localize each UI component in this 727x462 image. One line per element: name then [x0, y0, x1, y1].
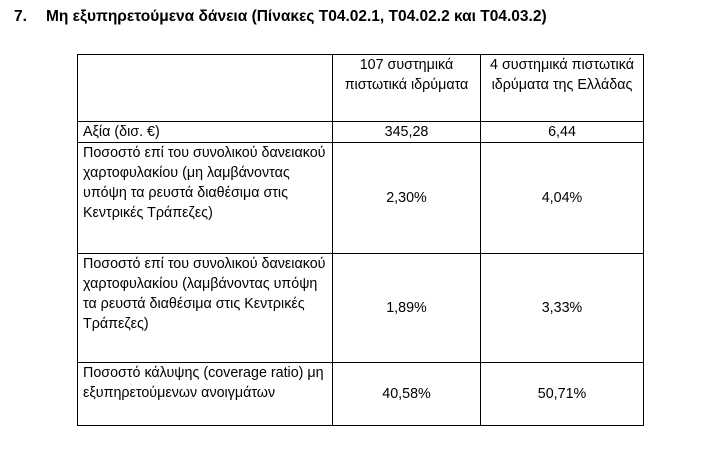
- npl-table: [77, 54, 644, 426]
- value-107: 2,30%: [333, 143, 481, 254]
- value-107: 345,28: [333, 122, 481, 143]
- table-row: [78, 254, 644, 363]
- table-row: [78, 122, 644, 143]
- value-107: 1,89%: [333, 254, 481, 363]
- section-heading: [14, 8, 547, 26]
- header-4-greek-institutions: 4 συστημικά πιστωτικά ιδρύματα της Ελλάδας: [481, 55, 644, 122]
- value-4: 6,44: [481, 122, 644, 143]
- value-107: 40,58%: [333, 363, 481, 426]
- header-107-institutions: 107 συστημικά πιστωτικά ιδρύματα: [333, 55, 481, 122]
- value-4: 50,71%: [481, 363, 644, 426]
- section-number: 7.: [14, 8, 27, 25]
- row-label: Ποσοστό επί του συνολικού δανειακού χαρτοφυλακίου (μη λαμβάνοντας υπόψη τα ρευστά διαθέσιμα στις Κεντρικές Τράπεζες): [78, 143, 333, 254]
- value-4: 4,04%: [481, 143, 644, 254]
- table-header-row: [78, 55, 644, 122]
- header-empty-cell: [78, 55, 333, 122]
- table-row: [78, 363, 644, 426]
- value-4: 3,33%: [481, 254, 644, 363]
- row-label: Ποσοστό κάλυψης (coverage ratio) μη εξυπηρετούμενων ανοιγμάτων: [78, 363, 333, 426]
- row-label: Αξία (δισ. €): [78, 122, 333, 143]
- section-title: Μη εξυπηρετούμενα δάνεια (Πίνακες T04.02.1, T04.02.2 και T04.03.2): [46, 8, 547, 25]
- row-label: Ποσοστό επί του συνολικού δανειακού χαρτοφυλακίου (λαμβάνοντας υπόψη τα ρευστά διαθέσιμα στις Κεντρικές Τράπεζες): [78, 254, 333, 363]
- table-row: [78, 143, 644, 254]
